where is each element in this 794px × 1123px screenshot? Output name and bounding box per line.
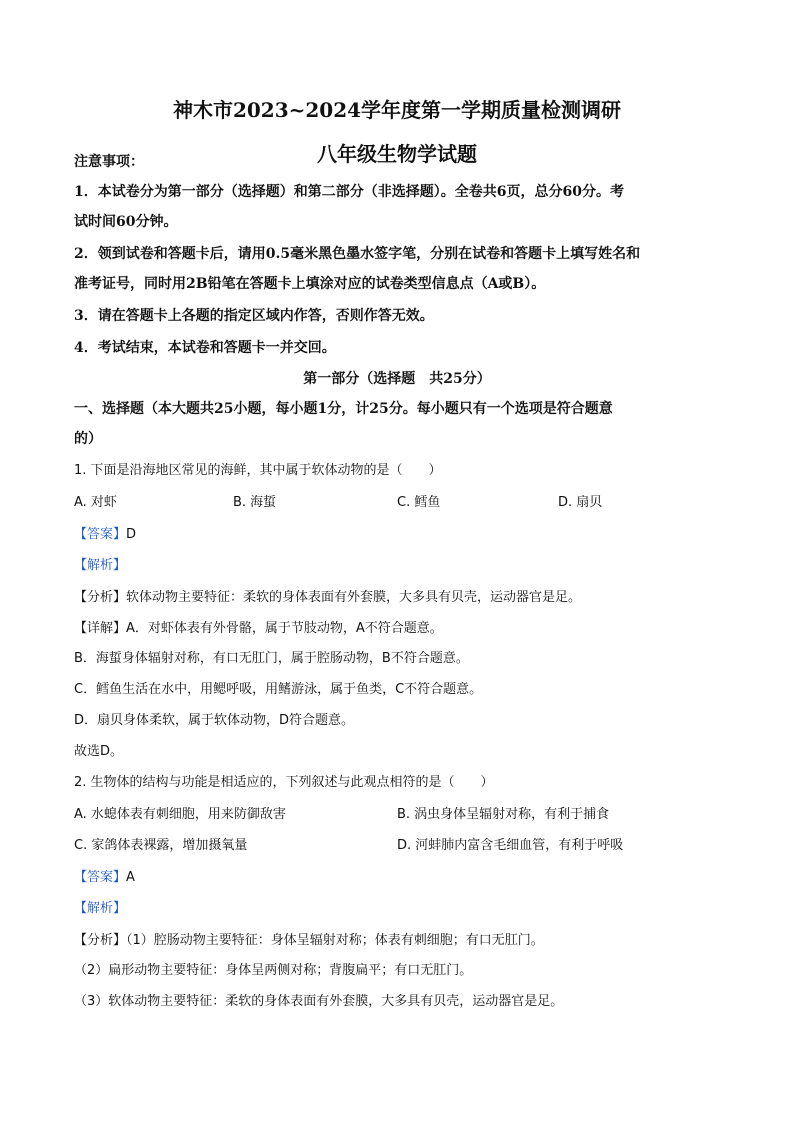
- section-heading-cont: 的）: [74, 431, 102, 447]
- option-c: C. 家鸽体表裸露，增加摄氧量: [74, 838, 248, 853]
- explanation-line: D．扇贝身体柔软，属于软体动物，D符合题意。: [74, 713, 355, 728]
- question-stem: 1. 下面是沿海地区常见的海鲜，其中属于软体动物的是（ ）: [74, 463, 442, 478]
- explanation-line: （2）扁形动物主要特征：身体呈两侧对称；背腹扁平；有口无肛门。: [74, 963, 473, 978]
- explanation-line: C．鳕鱼生活在水中，用鳃呼吸，用鳍游泳，属于鱼类，C不符合题意。: [74, 682, 483, 697]
- notice-item: 3．请在答题卡上各题的指定区域内作答，否则作答无效。: [74, 308, 434, 324]
- notice-item: 准考证号，同时用2B铅笔在答题卡上填涂对应的试卷类型信息点（A或B）。: [74, 276, 546, 292]
- fenxi-line: [74, 587, 581, 608]
- answer-line: [74, 524, 136, 545]
- part-heading: 第一部分（选择题 共25分）: [303, 371, 491, 387]
- notice-item: 1．本试卷分为第一部分（选择题）和第二部分（非选择题）。全卷共6页，总分60分。考: [74, 184, 624, 200]
- answer-line: [74, 867, 135, 888]
- conclusion-line: 故选D。: [74, 744, 124, 759]
- analysis-tag: 【解析】: [74, 558, 127, 573]
- option-a: A. 对虾: [74, 495, 117, 510]
- xiangjie-line: [74, 618, 443, 639]
- explanation-line: （3）软体动物主要特征：柔软的身体表面有外套膜，大多具有贝壳，运动器官是足。: [74, 994, 564, 1009]
- answer-tag: 【答案】: [74, 870, 127, 885]
- page-title: 神木市2023~2024学年度第一学期质量检测调研: [172, 98, 622, 122]
- notice-heading: 注意事项：: [74, 154, 144, 170]
- explanation-line: B．海蜇身体辐射对称，有口无肛门，属于腔肠动物，B不符合题意。: [74, 651, 469, 666]
- analysis-line: [74, 898, 126, 919]
- analysis-tag: 【解析】: [74, 901, 127, 916]
- notice-item: 试时间60分钟。: [74, 214, 178, 230]
- option-d: D. 扇贝: [558, 495, 603, 510]
- fenxi-tag: 【分析】: [74, 933, 127, 948]
- xiangjie-tag: 【详解】: [74, 621, 127, 636]
- answer-value: D: [126, 527, 137, 542]
- section-heading: 一、选择题（本大题共25小题，每小题1分，计25分。每小题只有一个选项是符合题意: [74, 401, 613, 417]
- page-subtitle: 八年级生物学试题: [317, 142, 477, 166]
- option-c: C. 鳕鱼: [397, 495, 441, 510]
- fenxi-text: 软体动物主要特征：柔软的身体表面有外套膜，大多具有贝壳，运动器官是足。: [126, 590, 582, 605]
- answer-tag: 【答案】: [74, 527, 127, 542]
- xiangjie-text: A．对虾体表有外骨骼，属于节肢动物，A不符合题意。: [126, 621, 443, 636]
- analysis-line: [74, 555, 126, 576]
- answer-value: A: [126, 870, 135, 885]
- question-stem: 2. 生物体的结构与功能是相适应的，下列叙述与此观点相符的是（ ）: [74, 775, 494, 790]
- notice-item: 4．考试结束，本试卷和答题卡一并交回。: [74, 340, 336, 356]
- option-d: D. 河蚌肺内富含毛细血管，有利于呼吸: [397, 838, 624, 853]
- option-b: B. 海蜇: [233, 495, 277, 510]
- option-a: A. 水螅体表有刺细胞，用来防御敌害: [74, 807, 286, 822]
- option-b: B. 涡虫身体呈辐射对称，有利于捕食: [397, 807, 610, 822]
- notice-item: 2．领到试卷和答题卡后，请用0.5毫米黑色墨水签字笔，分别在试卷和答题卡上填写姓名和: [74, 246, 641, 262]
- fenxi-line: [74, 930, 544, 951]
- fenxi-tag: 【分析】: [74, 590, 127, 605]
- fenxi-text: （1）腔肠动物主要特征：身体呈辐射对称；体表有刺细胞；有口无肛门。: [126, 933, 544, 948]
